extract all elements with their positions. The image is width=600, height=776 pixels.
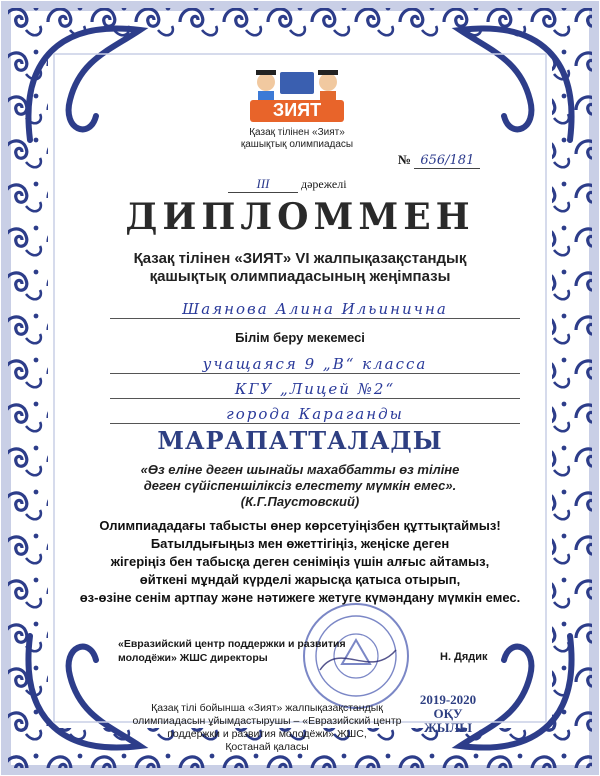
diploma-number <box>398 152 480 168</box>
academic-year <box>408 693 488 735</box>
degree-line <box>228 176 347 193</box>
body-line-3: жігеріңіз бен табысқа деген сеніміңіз үшін алғыс айтамыз, <box>110 554 490 569</box>
institution-label: Білім беру мекемесі <box>235 330 365 345</box>
quote <box>0 462 600 510</box>
degree-value: III <box>228 176 298 193</box>
quote-line-1: «Өз еліне деген шынайы махаббатты өз тіліне <box>140 462 460 477</box>
quote-author: (К.Г.Паустовский) <box>240 494 360 509</box>
logo-caption-2: қашықтық олимпиадасы <box>240 139 354 150</box>
logo-caption-1: Қазақ тілінен «Зият» <box>249 127 345 138</box>
number-value: 656/181 <box>414 153 480 169</box>
institution-line-3: города Караганды <box>110 405 520 424</box>
diploma-subtitle <box>0 250 600 286</box>
body-line-1: Олимпиададағы табысты өнер көрсетуіңізбен құттықтаймыз! <box>99 518 501 533</box>
congratulation-text <box>60 517 540 607</box>
institution-line-1: учащаяся 9 „В“ класса <box>110 355 520 374</box>
institution-line-2: КГУ „Лицей №2“ <box>110 380 520 399</box>
number-prefix: № <box>398 152 412 167</box>
year-label: ОҚУ ЖЫЛЫ <box>423 706 473 735</box>
diploma-title: ДИПЛОММЕН <box>125 196 475 238</box>
olympiad-logo <box>232 60 362 151</box>
footer-line-3: поддержки и развития молодёжи» ЖШС, <box>167 728 367 740</box>
signature-org-line-1: «Евразийский центр поддержки и развития <box>118 638 346 650</box>
logo-wordmark: ЗИЯТ <box>272 100 322 120</box>
footer-line-2: олимпиадасын ұйымдастырушы – «Евразийский центр <box>132 715 402 727</box>
footer-line-1: Қазақ тілі бойынша «Зият» жалпықазақстандық <box>151 702 383 714</box>
body-line-2: Батылдығыңыз мен өжеттігіңіз, жеңіске деген <box>150 536 450 551</box>
quote-line-2: деген сүйіспеншіліксіз елестету мүмкін емес». <box>143 478 457 493</box>
awarded-heading: МАРАПАТТАЛАДЫ <box>157 426 443 455</box>
signature-org <box>118 637 346 665</box>
body-line-5: өз-өзіне сенім артпау және нәтижеге жетуге күмәндану мүмкін емес. <box>79 590 521 605</box>
winner-name: Шаянова Алина Ильинична <box>110 300 520 319</box>
body-line-4: өйткені мұндай күрделі жарысқа қатыса отырып, <box>139 572 461 587</box>
footer-organizer <box>112 702 422 754</box>
signer-name: Н. Дядик <box>440 651 488 663</box>
subtitle-line-1: Қазақ тілінен «ЗИЯТ» VI жалпықазақстандық <box>133 250 467 267</box>
signature-org-line-2: молодёжи» ЖШС директоры <box>118 652 268 664</box>
year-range: 2019-2020 <box>419 692 477 707</box>
subtitle-line-2: қашықтық олимпиадасының жеңімпазы <box>149 268 451 285</box>
degree-label: дәрежелі <box>301 177 347 191</box>
footer-line-4: Қостанай қаласы <box>225 741 309 753</box>
